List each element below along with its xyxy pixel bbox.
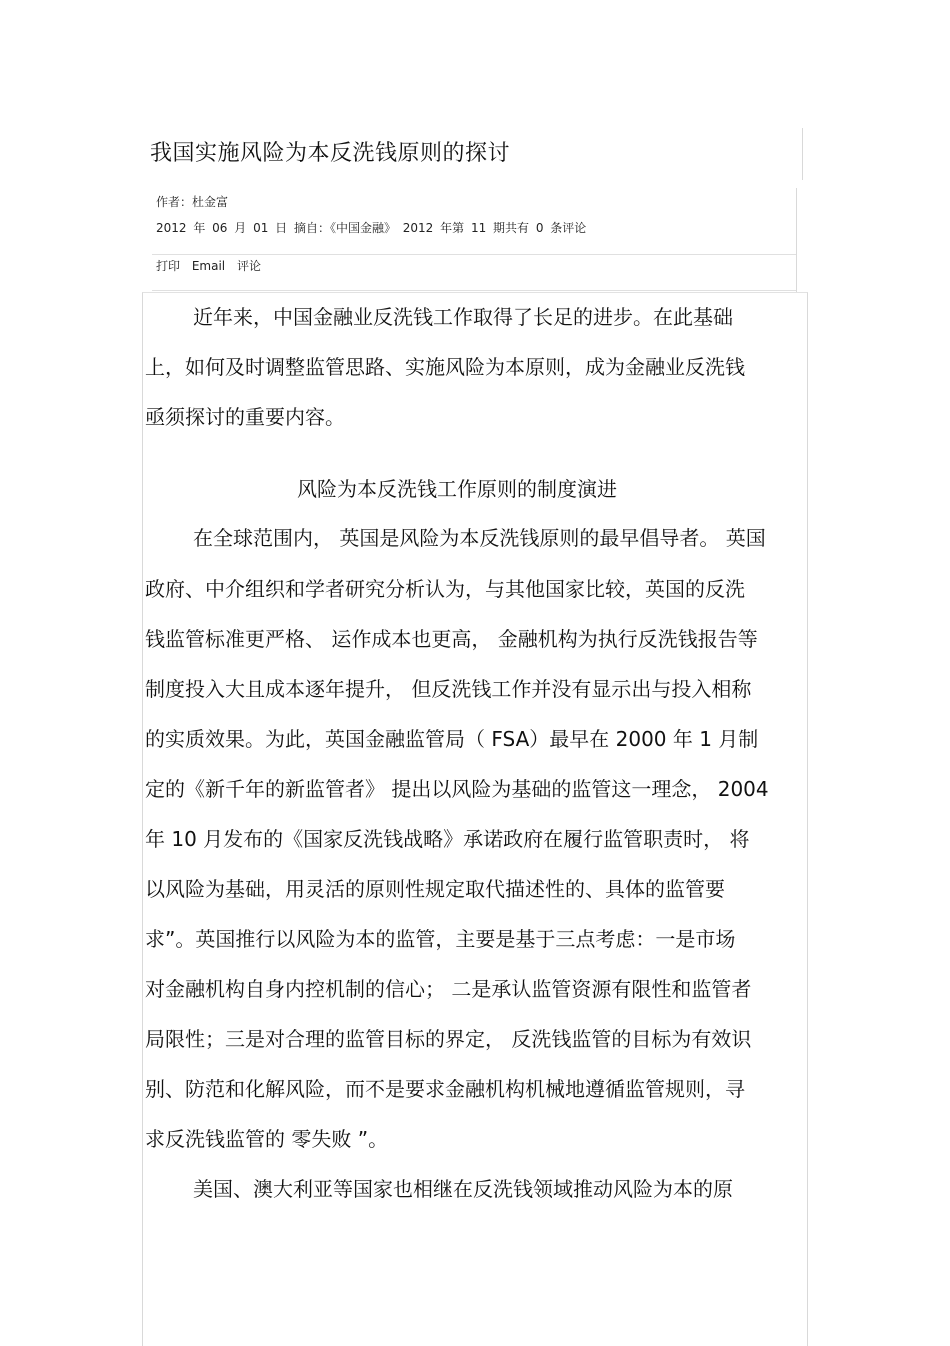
print-link[interactable]: 打印 — [156, 259, 181, 273]
body-line: 政府、中介组织和学者研究分析认为，与其他国家比较，英国的反洗 — [145, 577, 745, 601]
body-line: 局限性；三是对合理的监管目标的界定， 反洗钱监管的目标为有效识 — [145, 1027, 752, 1051]
comment-link[interactable]: 评论 — [236, 259, 261, 273]
article-meta — [152, 188, 797, 292]
body-line: 定的《新千年的新监管者》 提出以风险为基础的监管这一理念， 2004 — [145, 777, 769, 801]
article-actions — [156, 258, 269, 274]
body-line: 别、防范和化解风险，而不是要求金融机构机械地遵循监管规则，寻 — [145, 1077, 745, 1101]
body-line: 钱监管标准更严格、 运作成本也更高， 金融机构为执行反洗钱报告等 — [145, 627, 758, 651]
email-link[interactable]: Email — [191, 259, 226, 273]
body-line: 亟须探讨的重要内容。 — [145, 405, 345, 429]
body-line: 上，如何及时调整监管思路、实施风险为本原则，成为金融业反洗钱 — [145, 355, 745, 379]
author-line: 作者：杜金富 — [156, 195, 229, 209]
meta-divider — [152, 290, 796, 291]
body-line: 在全球范围内， 英国是风险为本反洗钱原则的最早倡导者。 英国 — [193, 526, 766, 550]
article-body — [142, 292, 808, 1346]
body-line: 对金融机构自身内控机制的信心； 二是承认监管资源有限性和监管者 — [145, 977, 752, 1001]
body-line: 以风险为基础，用灵活的原则性规定取代描述性的、具体的监管要 — [145, 877, 725, 901]
body-line: 年 10 月发布的《国家反洗钱战略》承诺政府在履行监管职责时， 将 — [145, 827, 750, 851]
body-line: 的实质效果。为此，英国金融监管局（ FSA）最早在 2000 年 1 月制 — [145, 727, 759, 751]
body-line: 制度投入大且成本逐年提升， 但反洗钱工作并没有显示出与投入相称 — [145, 677, 752, 701]
body-line: 美国、澳大利亚等国家也相继在反洗钱领域推动风险为本的原 — [193, 1177, 733, 1201]
title-area — [150, 128, 803, 180]
article-title: 我国实施风险为本反洗钱原则的探讨 — [150, 141, 511, 166]
date-source-line: 2012 年 06 月 01 日 摘自：《中国金融》 2012 年第 11 期共有 0 条评论 — [156, 221, 587, 235]
body-line: 求反洗钱监管的 零失败 ”。 — [145, 1127, 389, 1151]
body-line: 近年来，中国金融业反洗钱工作取得了长足的进步。在此基础 — [193, 305, 733, 329]
body-line: 求”。英国推行以风险为本的监管，主要是基于三点考虑：一是市场 — [145, 927, 736, 951]
section-heading: 风险为本反洗钱工作原则的制度演进 — [297, 477, 617, 501]
meta-divider — [152, 254, 796, 255]
